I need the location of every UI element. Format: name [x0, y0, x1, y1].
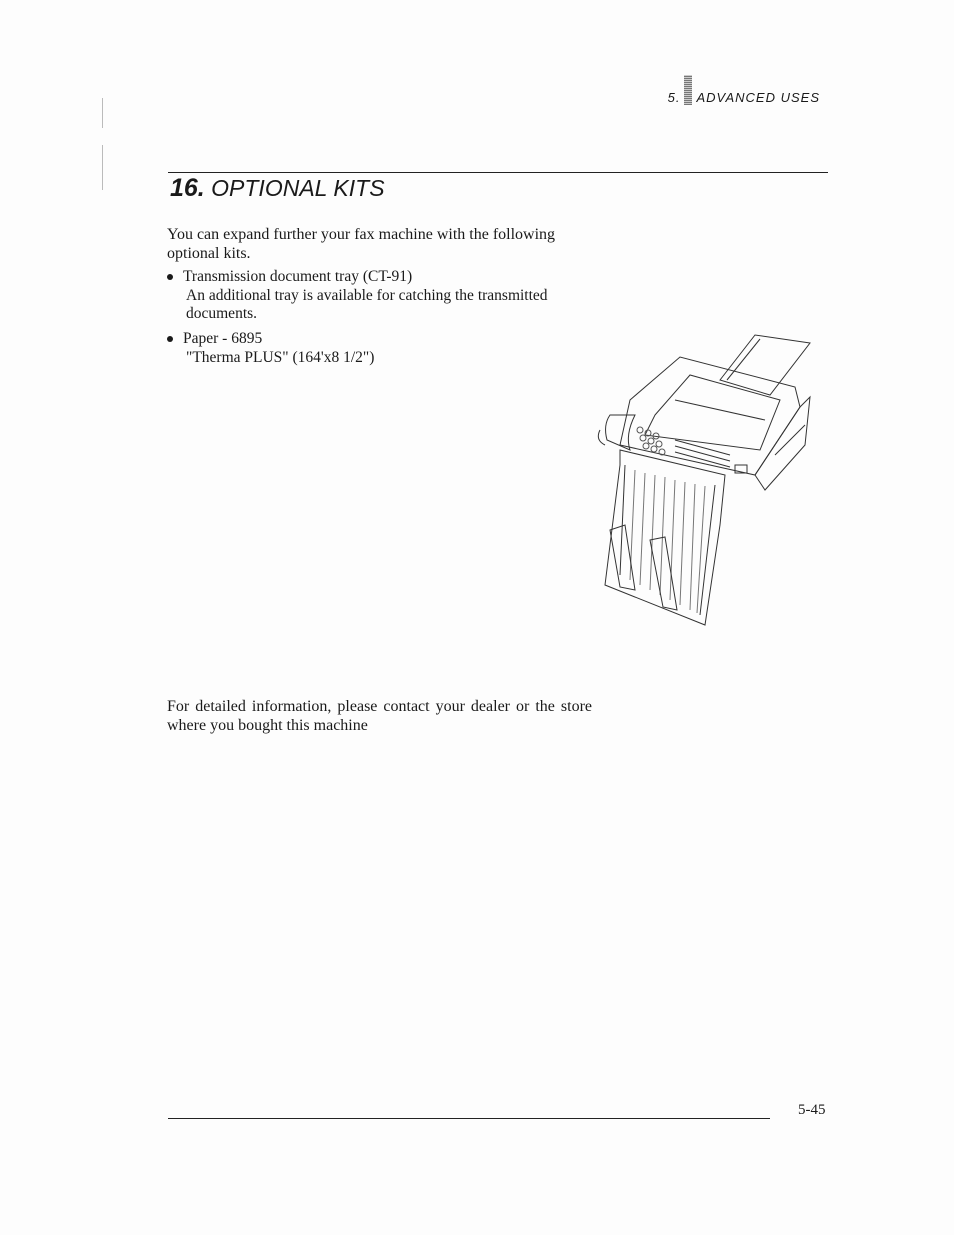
bullet-icon	[167, 336, 173, 342]
footer-note: For detailed information, please contact your dealer or the store where you bought this machine	[167, 698, 592, 734]
margin-mark	[102, 98, 103, 128]
item-description: "Therma PLUS" (164'x8 1/2")	[186, 348, 375, 366]
bullet-icon	[167, 274, 173, 280]
header-section-title: ADVANCED USES	[696, 89, 820, 105]
intro-paragraph: You can expand further your fax machine with the following optional kits.	[167, 226, 556, 262]
header-marker	[684, 75, 692, 105]
item-name: Transmission document tray (CT-91)	[183, 268, 413, 285]
fax-machine-illustration	[595, 325, 815, 630]
list-item	[167, 330, 607, 367]
header-section-number: 5.	[667, 89, 681, 105]
running-header	[668, 89, 820, 105]
item-name: Paper - 6895	[183, 330, 263, 347]
footer-rule	[168, 1118, 770, 1119]
list-item	[167, 268, 607, 324]
item-description: An additional tray is available for catching the transmitted documents.	[186, 286, 548, 322]
margin-mark	[102, 145, 103, 190]
title-rule	[168, 172, 828, 173]
section-title-text: OPTIONAL KITS	[211, 175, 385, 201]
section-title-number: 16.	[170, 174, 205, 202]
section-title	[170, 174, 385, 203]
page-number: 5-45	[798, 1102, 826, 1118]
